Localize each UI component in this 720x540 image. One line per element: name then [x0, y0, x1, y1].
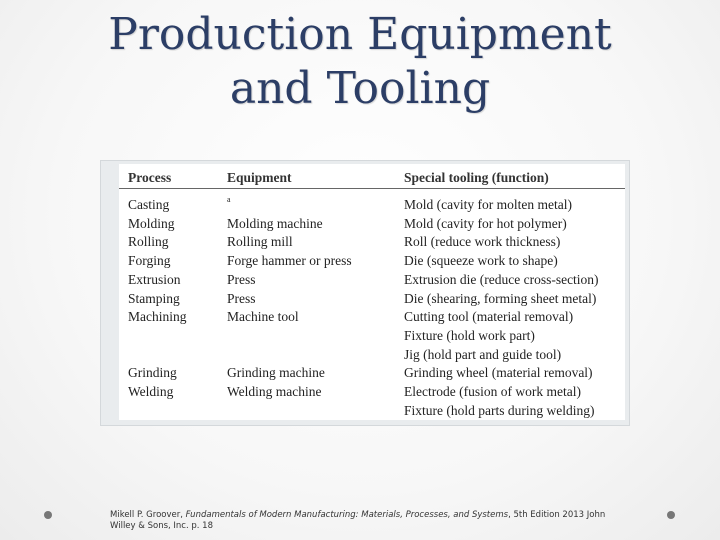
- cell-equipment: Grinding machine: [227, 365, 325, 381]
- cell-process: Extrusion: [128, 271, 181, 287]
- cell-process: Forging: [128, 253, 171, 269]
- slide-title-line-2: and Tooling: [229, 63, 491, 114]
- cell-special-tooling: Grinding wheel (material removal): [404, 365, 593, 381]
- cell-equipment: Molding machine: [227, 215, 323, 231]
- cell-equipment: Forge hammer or press: [227, 253, 352, 269]
- cell-process: Machining: [128, 309, 187, 325]
- cell-special-tooling: Mold (cavity for hot polymer): [404, 215, 567, 231]
- table-row: [119, 253, 625, 271]
- cell-process: Rolling: [128, 234, 169, 250]
- cell-special-tooling: Fixture (hold work part): [404, 327, 535, 343]
- table-row: [119, 347, 625, 365]
- right-bullet-icon: [667, 511, 675, 519]
- cell-special-tooling: Extrusion die (reduce cross-section): [404, 271, 599, 287]
- cell-process: Casting: [128, 197, 170, 212]
- table-row: [119, 272, 625, 290]
- cell-special-tooling: Jig (hold part and guide tool): [404, 346, 562, 362]
- citation-author: Mikell P. Groover,: [110, 510, 186, 520]
- header-special-tooling: Special tooling (function): [404, 170, 549, 185]
- cell-equipment: a: [227, 195, 231, 204]
- table-row: [119, 309, 625, 327]
- cell-equipment: Press: [227, 290, 256, 306]
- table-row: [119, 384, 625, 402]
- table-row: [119, 234, 625, 252]
- cell-special-tooling: Die (squeeze work to shape): [404, 253, 558, 269]
- table-row: [119, 216, 625, 234]
- cell-equipment: Machine tool: [227, 309, 299, 325]
- table-header: [119, 164, 625, 189]
- citation-footer: [110, 510, 610, 532]
- cell-process: Molding: [128, 215, 175, 231]
- table-row: [119, 291, 625, 309]
- cell-equipment: Press: [227, 271, 256, 287]
- cell-process: Grinding: [128, 365, 177, 381]
- cell-special-tooling: Cutting tool (material removal): [404, 309, 574, 325]
- slide-title: [40, 8, 680, 116]
- citation-details: , 5th Edition 2013 John Willey & Sons, Inc. p. 18: [110, 510, 606, 531]
- left-bullet-icon: [44, 511, 52, 519]
- cell-special-tooling: Roll (reduce work thickness): [404, 234, 561, 250]
- cell-equipment: Rolling mill: [227, 234, 293, 250]
- table-row: [119, 328, 625, 346]
- cell-equipment: Welding machine: [227, 384, 322, 399]
- table-row: [119, 403, 625, 421]
- table-row: [119, 197, 625, 215]
- header-process: Process: [128, 170, 172, 185]
- citation-book-title: Fundamentals of Modern Manufacturing: Materials, Processes, and Systems: [185, 510, 509, 520]
- cell-special-tooling: Electrode (fusion of work metal): [404, 384, 581, 399]
- cell-special-tooling: Fixture (hold parts during welding): [404, 402, 595, 418]
- cell-special-tooling: Die (shearing, forming sheet metal): [404, 290, 597, 306]
- cell-process: Welding: [128, 384, 174, 399]
- table-row: [119, 365, 625, 383]
- table-image-frame: [100, 160, 630, 426]
- cell-special-tooling: Mold (cavity for molten metal): [404, 197, 572, 212]
- slide-title-line-1: Production Equipment: [108, 9, 612, 60]
- header-equipment: Equipment: [227, 170, 292, 185]
- equipment-table: [119, 164, 625, 420]
- cell-process: Stamping: [128, 290, 180, 306]
